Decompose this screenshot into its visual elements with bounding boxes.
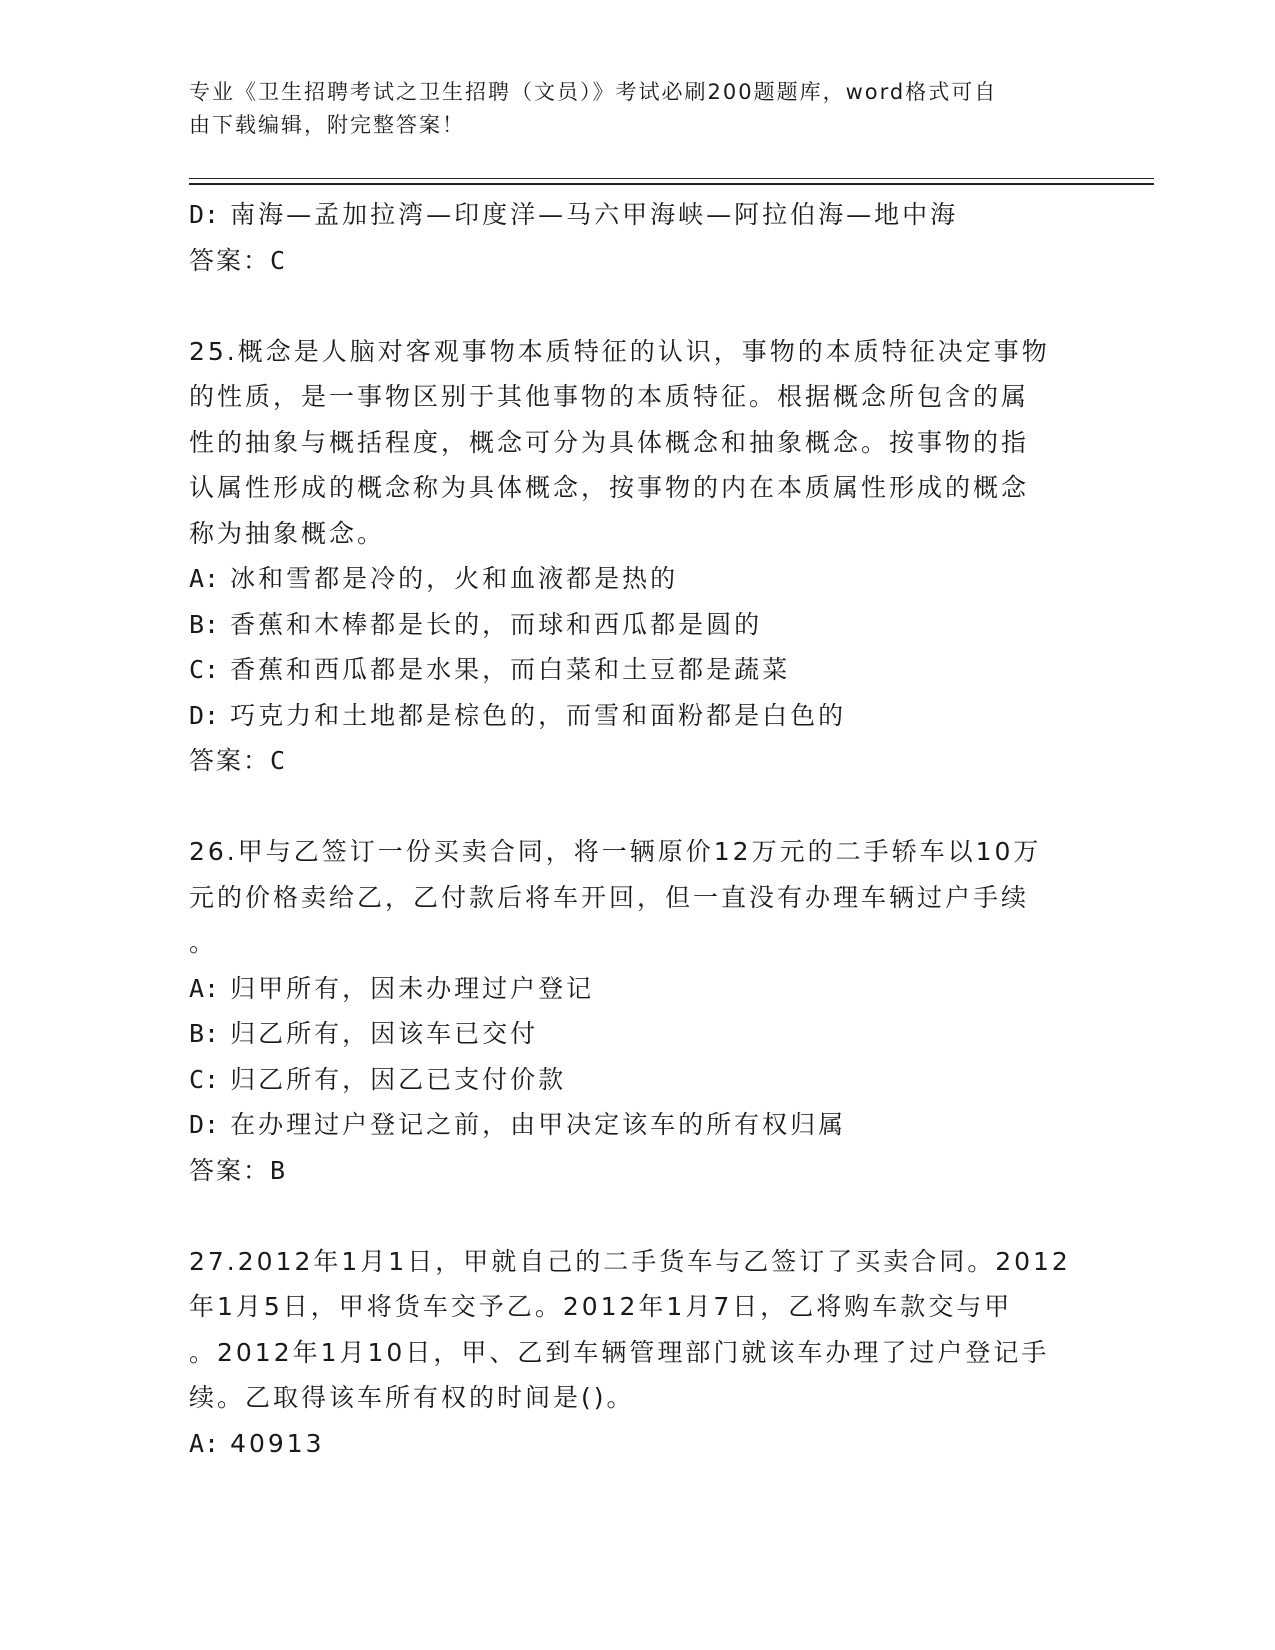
option-text: 40913 [230, 1428, 325, 1458]
question-text-line: 称为抽象概念。 [189, 518, 386, 548]
option-a [189, 556, 1089, 602]
question-25 [189, 329, 1089, 784]
header-divider-thick [189, 183, 1154, 185]
answer-line [189, 1148, 1089, 1194]
question-text-line: 26.甲与乙签订一份买卖合同，将一辆原价12万元的二手轿车以10万 [189, 837, 1042, 866]
option-text: 南海—孟加拉湾—印度洋—马六甲海峡—阿拉伯海—地中海 [230, 200, 959, 229]
question-text-line: 年1月5日，甲将货车交予乙。2012年1月7日，乙将购车款交与甲 [189, 1292, 1013, 1321]
option-d [189, 1102, 1089, 1148]
question-text-line: 认属性形成的概念称为具体概念，按事物的内在本质属性形成的概念 [189, 473, 1030, 502]
option-b [189, 1011, 1089, 1057]
option-label: A: [189, 564, 220, 593]
option-label: D: [189, 1110, 220, 1139]
option-d [189, 693, 1089, 739]
question-text-line: 性的抽象与概括程度，概念可分为具体概念和抽象概念。按事物的指 [189, 427, 1030, 457]
option-text: 冰和雪都是冷的，火和血液都是热的 [230, 564, 679, 593]
document-header [189, 76, 1089, 142]
option-text: 归乙所有，因乙已支付价款 [230, 1064, 567, 1094]
question-text-line: 。 [189, 928, 218, 957]
option-c [189, 1057, 1089, 1103]
option-a [189, 1421, 1089, 1467]
option-c [189, 647, 1089, 693]
option-label: B: [189, 1019, 220, 1048]
question-27 [189, 1239, 1089, 1467]
header-divider-thin [189, 178, 1154, 179]
header-line-1: 专业《卫生招聘考试之卫生招聘（文员）》考试必刷200题题库，word格式可自 [189, 80, 998, 104]
option-text: 香蕉和木棒都是长的，而球和西瓜都是圆的 [230, 609, 763, 639]
option-text: 香蕉和西瓜都是水果，而白菜和土豆都是蔬菜 [230, 655, 791, 684]
option-label: A: [189, 1428, 220, 1458]
option-text: 在办理过户登记之前，由甲决定该车的所有权归属 [230, 1110, 847, 1139]
header-line-2: 由下载编辑，附完整答案！ [189, 113, 465, 137]
question-26 [189, 829, 1089, 1193]
question-text-line: 元的价格卖给乙，乙付款后将车开回，但一直没有办理车辆过户手续 [189, 882, 1030, 912]
question-text-line: 27.2012年1月1日，甲就自己的二手货车与乙签订了买卖合同。2012 [189, 1246, 1071, 1276]
option-text: 归乙所有，因该车已交付 [230, 1019, 539, 1048]
answer-line [189, 738, 1089, 784]
option-label: D: [189, 200, 220, 229]
option-label: B: [189, 609, 220, 639]
question-content [189, 192, 1089, 1466]
answer-value: C [270, 746, 288, 775]
answer-label: 答案： [189, 1155, 271, 1185]
question-text-line: 的性质，是一事物区别于其他事物的本质特征。根据概念所包含的属 [189, 382, 1030, 411]
answer-value: C [270, 245, 288, 275]
option-label: C: [189, 655, 220, 684]
question-text-line: 25.概念是人脑对客观事物本质特征的认识，事物的本质特征决定事物 [189, 336, 1050, 366]
option-label: D: [189, 700, 220, 730]
option-d [189, 192, 1089, 238]
question-text-line: 续。乙取得该车所有权的时间是()。 [189, 1383, 635, 1412]
question-text-line: 。2012年1月10日，甲、乙到车辆管理部门就该车办理了过户登记手 [189, 1337, 1050, 1367]
answer-label: 答案： [189, 245, 271, 275]
option-label: C: [189, 1064, 220, 1094]
answer-value: B [270, 1155, 288, 1185]
option-text: 归甲所有，因未办理过户登记 [230, 973, 595, 1003]
answer-label: 答案： [189, 746, 271, 775]
option-b [189, 602, 1089, 648]
option-label: A: [189, 973, 220, 1003]
option-text: 巧克力和土地都是棕色的，而雪和面粉都是白色的 [230, 700, 847, 730]
answer-line [189, 238, 1089, 284]
option-a [189, 966, 1089, 1012]
